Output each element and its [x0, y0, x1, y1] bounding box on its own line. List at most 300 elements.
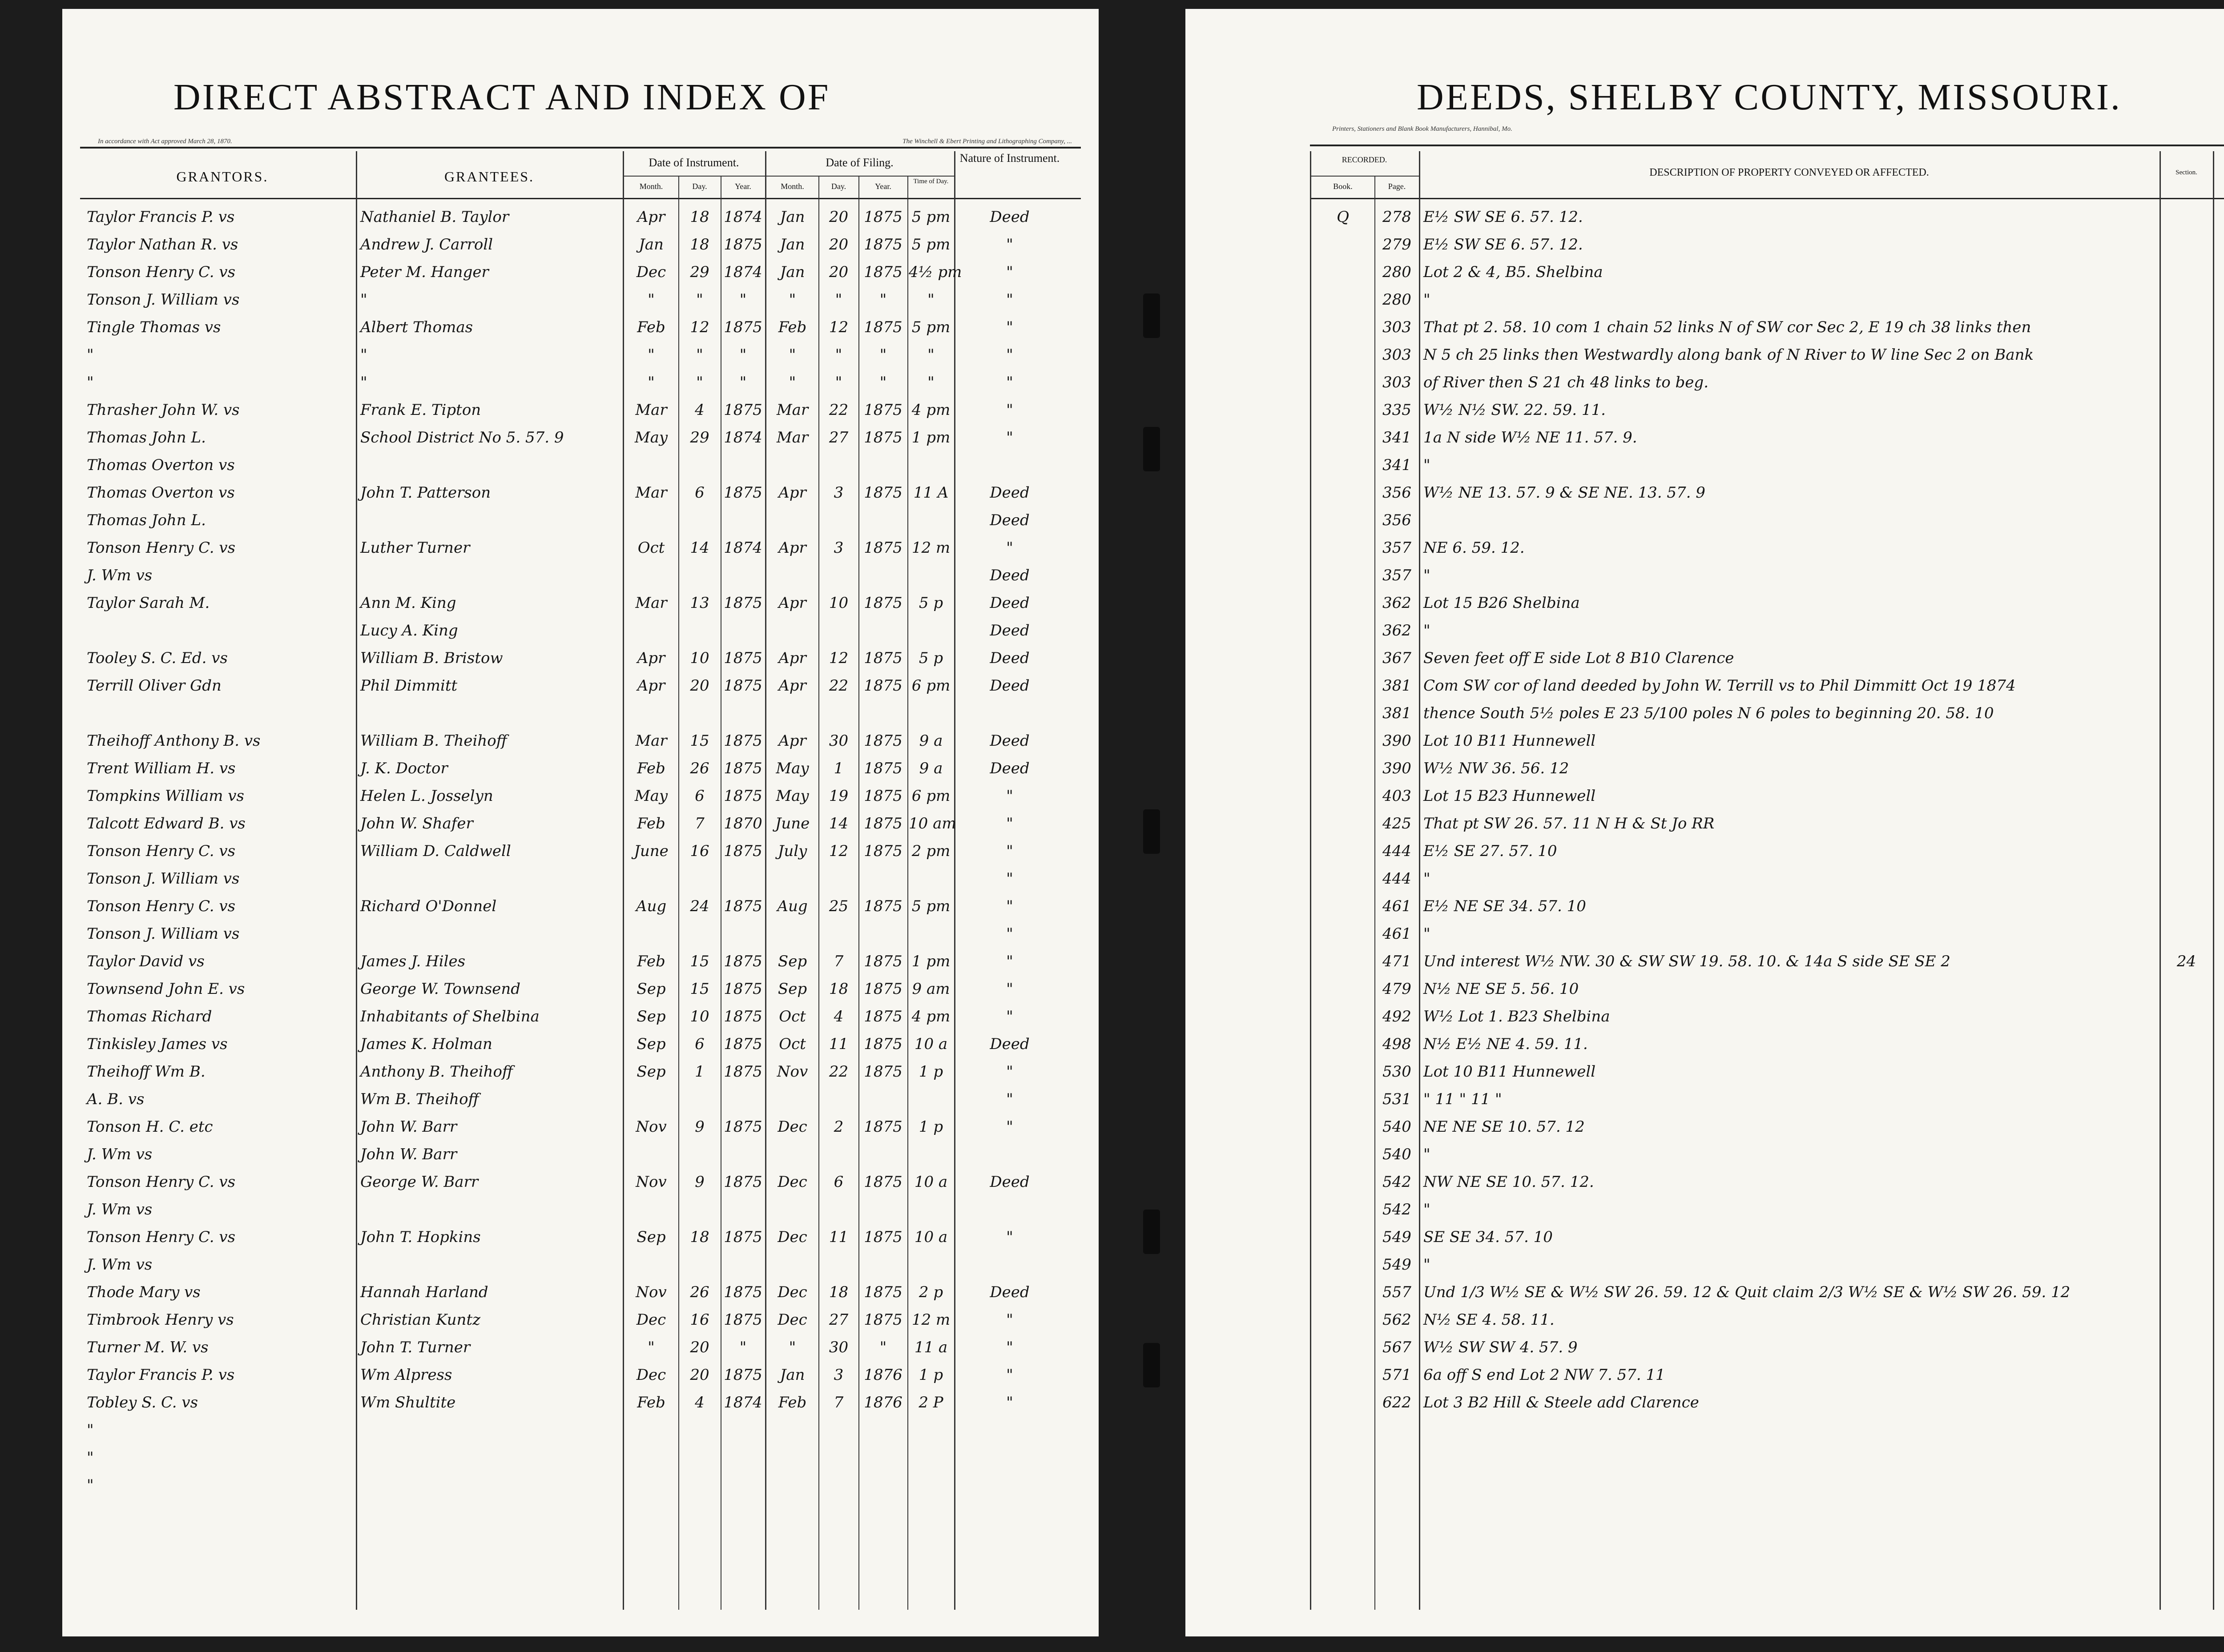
- left-page-title: DIRECT ABSTRACT AND INDEX OF: [173, 76, 830, 118]
- binding-hole: [1143, 809, 1160, 854]
- header-top-rule: [1310, 145, 2224, 146]
- book-cell: [1312, 976, 1374, 1002]
- table-row: [62, 726, 1099, 754]
- table-row: [1185, 1443, 2224, 1471]
- filing-time-cell: 9 a: [919, 760, 943, 777]
- instrument-month-cell: Dec: [636, 1311, 666, 1329]
- filing-year-cell: 1875: [864, 677, 902, 695]
- table-row: [1185, 1140, 2224, 1167]
- filing-time-cell: [909, 1472, 953, 1498]
- instrument-month-cell: Apr: [637, 208, 665, 226]
- filing-month-cell: [767, 618, 818, 643]
- description-cell: [1423, 1417, 2157, 1443]
- instrument-year-cell: 1875: [724, 1118, 762, 1136]
- instrument-year-cell: 1875: [724, 677, 762, 695]
- instrument-day-cell: 26: [690, 1283, 709, 1301]
- township-cell: [2214, 370, 2224, 395]
- filing-day-cell: 6: [834, 1173, 844, 1191]
- filing-month-cell: Apr: [778, 732, 806, 750]
- nature-cell: ": [1006, 980, 1013, 998]
- filing-month-cell: [767, 866, 818, 892]
- table-row: [1185, 1085, 2224, 1112]
- filing-day-cell: [820, 921, 858, 947]
- section-cell: [2161, 535, 2212, 561]
- table-row: [62, 643, 1099, 671]
- nature-cell: Deed: [990, 1035, 1030, 1053]
- filing-year-cell: 1875: [864, 1008, 902, 1025]
- table-row: [1185, 423, 2224, 450]
- instrument-year-cell: 1875: [724, 897, 762, 915]
- filing-day-cell: ": [835, 291, 842, 309]
- left-ledger-page: [62, 9, 1099, 1636]
- nature-cell: ": [1006, 1090, 1013, 1108]
- grantor-cell: Taylor David vs: [87, 953, 205, 970]
- page-cell: 279: [1382, 236, 1411, 253]
- page-cell: 498: [1382, 1035, 1411, 1053]
- grantee-cell: Frank E. Tipton: [360, 401, 481, 419]
- description-cell: NE NE SE 10. 57. 12: [1423, 1118, 1585, 1136]
- instrument-month-cell: Sep: [637, 1228, 666, 1246]
- table-row: [62, 919, 1099, 947]
- filing-time-cell: ": [927, 291, 935, 309]
- grantee-cell: George W. Barr: [360, 1173, 479, 1191]
- book-cell: [1312, 866, 1374, 892]
- instrument-month-cell: [625, 921, 677, 947]
- book-cell: [1312, 1334, 1374, 1360]
- grantee-cell: Nathaniel B. Taylor: [360, 208, 509, 226]
- grantor-cell: Tingle Thomas vs: [87, 318, 221, 336]
- filing-year-cell: 1875: [864, 263, 902, 281]
- township-cell: [2214, 480, 2224, 506]
- section-cell: [2161, 866, 2212, 892]
- filing-month-cell: Sep: [778, 980, 807, 998]
- table-row: [62, 588, 1099, 616]
- nature-cell: Deed: [990, 511, 1030, 529]
- page-cell: 357: [1382, 539, 1411, 557]
- instrument-day-cell: [680, 618, 720, 643]
- section-cell: [2161, 590, 2212, 616]
- instrument-month-cell: [625, 700, 677, 726]
- filing-year-cell: 1875: [864, 953, 902, 970]
- book-cell: [1312, 590, 1374, 616]
- grantor-cell: Theihoff Anthony B. vs: [87, 732, 261, 750]
- instrument-month-cell: [625, 1252, 677, 1278]
- description-cell: N½ SE 4. 58. 11.: [1423, 1311, 1555, 1329]
- page-cell: 549: [1382, 1228, 1411, 1246]
- year-header: Year.: [735, 182, 751, 191]
- nature-cell: ": [1006, 318, 1013, 336]
- filing-month-cell: Apr: [778, 484, 806, 502]
- book-cell: [1312, 618, 1374, 643]
- instrument-year-cell: ": [739, 346, 747, 364]
- book-cell: [1312, 370, 1374, 395]
- filing-month-cell: ": [789, 291, 796, 309]
- filing-month-cell: [767, 1086, 818, 1112]
- township-cell: [2214, 618, 2224, 643]
- grantee-cell: Albert Thomas: [360, 318, 473, 336]
- page-cell: 562: [1382, 1311, 1411, 1329]
- instrument-month-cell: ": [648, 374, 655, 391]
- filing-time-cell: [909, 618, 953, 643]
- filing-year-cell: 1875: [864, 815, 902, 832]
- page-cell: 444: [1382, 870, 1411, 888]
- section-cell: [2161, 314, 2212, 340]
- instrument-day-cell: 10: [690, 1008, 709, 1025]
- grantee-cell: William B. Theihoff: [360, 732, 507, 750]
- page-cell: 280: [1382, 263, 1411, 281]
- township-cell: [2214, 507, 2224, 533]
- section-cell: [2161, 259, 2212, 285]
- binding-hole: [1143, 1343, 1160, 1387]
- filing-day-cell: [820, 1472, 858, 1498]
- filing-month-cell: Dec: [778, 1283, 807, 1301]
- instrument-year-cell: [722, 921, 764, 947]
- description-cell: Lot 3 B2 Hill & Steele add Clarence: [1423, 1394, 1699, 1411]
- instrument-month-cell: [625, 1142, 677, 1167]
- description-cell: ": [1423, 1146, 1430, 1163]
- township-cell: [2214, 949, 2224, 974]
- description-cell: NE 6. 59. 12.: [1423, 539, 1525, 557]
- section-cell: [2161, 673, 2212, 699]
- table-row: [62, 1167, 1099, 1195]
- grantee-cell: [360, 452, 618, 478]
- instrument-month-cell: Mar: [635, 401, 667, 419]
- grantee-cell: James K. Holman: [360, 1035, 492, 1053]
- filing-time-cell: 6 pm: [911, 787, 951, 805]
- instrument-year-cell: 1875: [724, 401, 762, 419]
- filing-day-cell: [820, 866, 858, 892]
- nature-cell: Deed: [990, 649, 1030, 667]
- instrument-year-cell: [722, 1197, 764, 1222]
- section-cell: [2161, 1169, 2212, 1195]
- filing-time-cell: 5 pm: [911, 897, 951, 915]
- township-cell: [2214, 673, 2224, 699]
- filing-day-cell: [820, 1197, 858, 1222]
- filing-day-cell: 7: [834, 953, 844, 970]
- table-row: [1185, 836, 2224, 864]
- filing-time-cell: ": [927, 346, 935, 364]
- grantee-cell: William B. Bristow: [360, 649, 503, 667]
- section-cell: [2161, 783, 2212, 809]
- filing-day-cell: [820, 1142, 858, 1167]
- page-cell: 362: [1382, 622, 1411, 639]
- filing-month-cell: Mar: [776, 429, 809, 446]
- instrument-day-cell: 6: [695, 1035, 705, 1053]
- filing-time-cell: 12 m: [911, 539, 951, 557]
- instrument-month-cell: Feb: [637, 1394, 665, 1411]
- nature-cell: Deed: [990, 1173, 1030, 1191]
- nature-cell: ": [1006, 1366, 1013, 1384]
- township-cell: [2214, 535, 2224, 561]
- description-cell: E½ NE SE 34. 57. 10: [1423, 897, 1586, 915]
- book-cell: [1312, 921, 1374, 947]
- instrument-year-cell: 1874: [724, 208, 762, 226]
- section-cell: [2161, 204, 2212, 230]
- filing-year-cell: 1875: [864, 401, 902, 419]
- instrument-day-cell: 20: [690, 1338, 709, 1356]
- description-cell: 1a N side W½ NE 11. 57. 9.: [1423, 429, 1637, 446]
- nature-cell: ": [1006, 291, 1013, 309]
- filing-year-cell: 1875: [864, 980, 902, 998]
- filing-day-cell: 7: [834, 1394, 844, 1411]
- nature-cell: Deed: [990, 732, 1030, 750]
- instrument-day-cell: 26: [690, 760, 709, 777]
- table-row: [1185, 257, 2224, 285]
- description-cell: That pt SW 26. 57. 11 N H & St Jo RR: [1423, 815, 1715, 832]
- filing-day-cell: 1: [834, 760, 844, 777]
- instrument-year-cell: [722, 452, 764, 478]
- section-cell: [2161, 507, 2212, 533]
- instrument-month-cell: Feb: [637, 815, 665, 832]
- description-cell: ": [1423, 622, 1430, 639]
- filing-year-cell: 1875: [864, 1063, 902, 1081]
- grantee-cell: ": [360, 291, 367, 309]
- instrument-day-cell: ": [696, 291, 703, 309]
- instrument-day-cell: 6: [695, 787, 705, 805]
- table-row: [1185, 506, 2224, 533]
- grantee-cell: John T. Hopkins: [360, 1228, 481, 1246]
- filing-day-cell: 27: [829, 429, 849, 446]
- instrument-year-cell: 1875: [724, 1228, 762, 1246]
- instrument-year-cell: [722, 1472, 764, 1498]
- section-cell: [2161, 1224, 2212, 1250]
- filing-year-cell: 1875: [864, 1118, 902, 1136]
- grantor-cell: Thode Mary vs: [87, 1283, 201, 1301]
- book-cell: [1312, 1279, 1374, 1305]
- filing-time-cell: 4 pm: [911, 1008, 951, 1025]
- book-header: Book.: [1333, 182, 1353, 191]
- table-row: [1185, 1057, 2224, 1085]
- instrument-day-cell: [680, 866, 720, 892]
- nature-cell: ": [1006, 842, 1013, 860]
- grantee-cell: [360, 1472, 618, 1498]
- filing-time-cell: 10 a: [914, 1035, 948, 1053]
- filing-year-cell: 1876: [864, 1394, 902, 1411]
- filing-time-cell: 11 A: [913, 484, 949, 502]
- filing-day-cell: 22: [829, 401, 849, 419]
- grantee-cell: John W. Barr: [360, 1118, 457, 1136]
- instrument-month-cell: May: [634, 787, 668, 805]
- section-cell: [2161, 1114, 2212, 1140]
- section-cell: [2161, 1417, 2212, 1443]
- section-cell: [2161, 1445, 2212, 1471]
- filing-month-cell: [767, 1417, 818, 1443]
- instrument-day-cell: ": [696, 374, 703, 391]
- filing-month-cell: Apr: [778, 649, 806, 667]
- filing-time-cell: [909, 1086, 953, 1112]
- section-cell: [2161, 1472, 2212, 1498]
- table-row: [62, 506, 1099, 533]
- right-page-title: DEEDS, SHELBY COUNTY, MISSOURI.: [1417, 76, 2122, 118]
- grantee-cell: [360, 507, 618, 533]
- grantor-cell: Tonson J. William vs: [87, 291, 240, 309]
- township-cell: [2214, 921, 2224, 947]
- instrument-month-cell: [625, 507, 677, 533]
- recorded-header: RECORDED.: [1342, 155, 1387, 164]
- grantor-cell: ": [87, 1476, 94, 1494]
- grantee-cell: George W. Townsend: [360, 980, 521, 998]
- filing-year-cell: [860, 452, 907, 478]
- section-cell: [2161, 1334, 2212, 1360]
- township-cell: [2214, 1224, 2224, 1250]
- page-cell: 531: [1382, 1090, 1411, 1108]
- nature-cell: ": [1006, 1311, 1013, 1329]
- filing-year-cell: 1875: [864, 1173, 902, 1191]
- nature-cell: ": [1006, 1008, 1013, 1025]
- table-row: [62, 1002, 1099, 1029]
- table-row: [1185, 1112, 2224, 1140]
- filing-month-cell: Aug: [777, 897, 808, 915]
- section-cell: [2161, 1390, 2212, 1415]
- instrument-year-cell: ": [739, 1338, 747, 1356]
- description-cell: ": [1423, 870, 1430, 888]
- section-cell: [2161, 976, 2212, 1002]
- table-row: [62, 395, 1099, 423]
- description-cell: Lot 15 B26 Shelbina: [1423, 594, 1580, 612]
- table-row: [62, 561, 1099, 588]
- instrument-month-cell: Sep: [637, 980, 666, 998]
- instrument-year-cell: 1875: [724, 953, 762, 970]
- instrument-month-cell: [625, 1197, 677, 1222]
- section-cell: [2161, 287, 2212, 313]
- grantor-cell: Thomas John L.: [87, 511, 206, 529]
- table-row: [62, 1222, 1099, 1250]
- township-cell: [2214, 1472, 2224, 1498]
- description-cell: W½ NE 13. 57. 9 & SE NE. 13. 57. 9: [1423, 484, 1705, 502]
- filing-month-cell: [767, 1252, 818, 1278]
- table-row: [1185, 202, 2224, 230]
- instrument-year-cell: ": [739, 291, 747, 309]
- table-row: [1185, 450, 2224, 478]
- filing-year-cell: 1875: [864, 208, 902, 226]
- book-cell: [1312, 1004, 1374, 1029]
- grantor-cell: ": [87, 1449, 94, 1467]
- instrument-year-cell: 1875: [724, 1008, 762, 1025]
- table-row: [62, 1195, 1099, 1222]
- grantee-cell: Ann M. King: [360, 594, 456, 612]
- instrument-month-cell: [625, 1417, 677, 1443]
- day-header: Day.: [692, 182, 707, 191]
- description-cell: N 5 ch 25 links then Westwardly along bank of N River to W line Sec 2 on Bank: [1423, 346, 2034, 364]
- township-cell: [2214, 314, 2224, 340]
- instrument-month-cell: Apr: [637, 677, 665, 695]
- filing-year-cell: [860, 1472, 907, 1498]
- grantor-cell: ": [87, 374, 94, 391]
- grantee-cell: Wm B. Theihoff: [360, 1090, 479, 1108]
- grantor-cell: J. Wm vs: [87, 1256, 153, 1274]
- section-cell: [2161, 425, 2212, 450]
- township-cell: [2214, 563, 2224, 588]
- township-cell: [2214, 1390, 2224, 1415]
- filing-day-cell: 19: [829, 787, 849, 805]
- filing-time-cell: 12 m: [911, 1311, 951, 1329]
- filing-month-cell: May: [776, 787, 809, 805]
- section-cell: [2161, 1362, 2212, 1388]
- header-top-rule: [80, 147, 1081, 149]
- township-cell: [2214, 1142, 2224, 1167]
- instrument-day-cell: 9: [695, 1173, 705, 1191]
- instrument-year-cell: 1874: [724, 1394, 762, 1411]
- instrument-year-cell: 1875: [724, 1063, 762, 1081]
- instrument-day-cell: 12: [690, 318, 709, 336]
- description-cell: E½ SW SE 6. 57. 12.: [1423, 236, 1583, 253]
- table-row: [1185, 643, 2224, 671]
- instrument-month-cell: Nov: [636, 1118, 667, 1136]
- page-cell: 461: [1382, 925, 1411, 943]
- nature-cell: Deed: [990, 594, 1030, 612]
- grantee-cell: James J. Hiles: [360, 953, 466, 970]
- section-cell: [2161, 756, 2212, 781]
- filing-month-cell: Feb: [778, 1394, 807, 1411]
- instrument-month-cell: [625, 1472, 677, 1498]
- nature-cell: ": [1006, 925, 1013, 943]
- grantee-cell: John W. Shafer: [360, 815, 473, 832]
- book-cell: [1312, 1390, 1374, 1415]
- table-row: [62, 836, 1099, 864]
- filing-time-cell: 1 p: [919, 1118, 943, 1136]
- filing-day-cell: 18: [829, 1283, 849, 1301]
- description-cell: Com SW cor of land deeded by John W. Terrill vs to Phil Dimmitt Oct 19 1874: [1423, 677, 2016, 695]
- grantor-cell: ": [87, 1421, 94, 1439]
- grantor-cell: Terrill Oliver Gdn: [87, 677, 222, 695]
- section-cell: [2161, 618, 2212, 643]
- filing-day-cell: [820, 507, 858, 533]
- filing-year-cell: 1875: [864, 1283, 902, 1301]
- description-cell: W½ SW SW 4. 57. 9: [1423, 1338, 1578, 1356]
- description-cell: N½ NE SE 5. 56. 10: [1423, 980, 1579, 998]
- instrument-day-cell: 15: [690, 732, 709, 750]
- filing-month-cell: ": [789, 346, 796, 364]
- filing-time-cell: 1 p: [919, 1063, 943, 1081]
- description-cell: [1423, 1472, 2157, 1498]
- page-cell: 390: [1382, 732, 1411, 750]
- grantee-cell: John T. Patterson: [360, 484, 491, 502]
- table-row: [62, 1443, 1099, 1471]
- township-cell: [2214, 232, 2224, 257]
- section-cell: [2161, 1004, 2212, 1029]
- filing-year-cell: 1875: [864, 484, 902, 502]
- instrument-year-cell: 1874: [724, 263, 762, 281]
- filing-day-cell: 22: [829, 1063, 849, 1081]
- filing-month-cell: [767, 700, 818, 726]
- table-row: [62, 1250, 1099, 1278]
- grantor-cell: Thomas Richard: [87, 1008, 212, 1025]
- nature-cell: Deed: [990, 1283, 1030, 1301]
- filing-day-cell: 14: [829, 815, 849, 832]
- grantor-cell: Thomas Overton vs: [87, 484, 235, 502]
- section-cell: [2161, 1252, 2212, 1278]
- township-cell: [2214, 1362, 2224, 1388]
- page-cell: 335: [1382, 401, 1411, 419]
- filing-month-cell: Dec: [778, 1173, 807, 1191]
- filing-day-cell: 12: [829, 842, 849, 860]
- filing-month-cell: Dec: [778, 1228, 807, 1246]
- township-cell: [2214, 397, 2224, 423]
- description-cell: ": [1423, 567, 1430, 584]
- grantor-cell: Thrasher John W. vs: [87, 401, 240, 419]
- filing-day-cell: [820, 563, 858, 588]
- description-cell: N½ E½ NE 4. 59. 11.: [1423, 1035, 1588, 1053]
- instrument-day-cell: [680, 1086, 720, 1112]
- filing-time-cell: 5 pm: [911, 208, 951, 226]
- grantor-cell: Tonson Henry C. vs: [87, 1173, 236, 1191]
- table-row: [1185, 561, 2224, 588]
- table-row: [1185, 1471, 2224, 1498]
- page-cell: 303: [1382, 318, 1411, 336]
- page-cell: 461: [1382, 897, 1411, 915]
- table-row: [62, 478, 1099, 506]
- filing-time-cell: [909, 866, 953, 892]
